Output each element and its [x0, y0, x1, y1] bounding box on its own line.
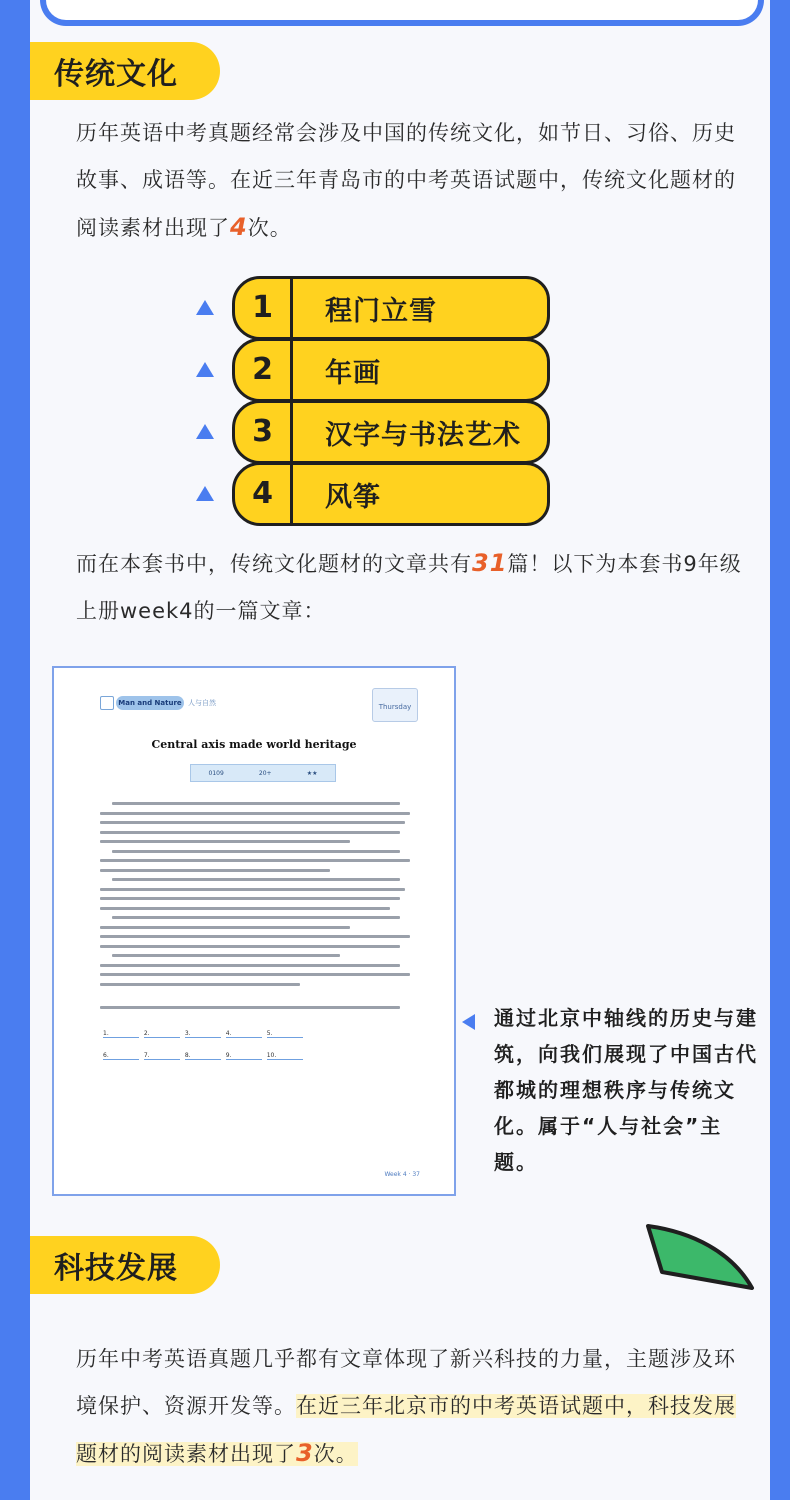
triangle-bullet-icon [196, 300, 214, 315]
book-page-image [52, 666, 456, 1196]
page-number: Week 4 · 37 [384, 1171, 420, 1178]
triangle-bullet-icon [196, 362, 214, 377]
text-line [100, 869, 330, 872]
theme-sub: 人与自然 [188, 699, 216, 707]
section-title-tech-development: 科技发展 [30, 1236, 220, 1294]
text-line [100, 945, 400, 948]
text-line [100, 973, 410, 976]
tech-paragraph: 历年中考英语真题几乎都有文章体现了新兴科技的力量，主题涉及环境保护、资源开发等。在近三年北京市的中考英语试题中，科技发展题材的阅读素材出现了3次。 [76, 1347, 736, 1467]
top-box [40, 0, 764, 26]
calendar-icon: Thursday [372, 688, 418, 722]
topic-card: 2 年画 [232, 338, 550, 402]
topic-card: 3 汉字与书法艺术 [232, 400, 550, 464]
text-line [100, 907, 390, 910]
topic-card: 1 程门立雪 [232, 276, 550, 340]
article-title: Central axis made world heritage [151, 738, 357, 751]
text-line [100, 935, 410, 938]
section-title-traditional-culture: 传统文化 [30, 42, 220, 100]
count-highlight: 3 [296, 1439, 314, 1467]
book-paragraph: 而在本套书中，传统文化题材的文章共有31篇！以下为本套书9年级上册week4的一篇文章： [76, 549, 742, 623]
book-icon [100, 696, 114, 710]
highlight-text: 在近三年北京市的中考英语试题中，科技发展题材的阅读素材出现了3次。 [76, 1394, 736, 1467]
article-meta: 0109 20+ ★★ [190, 764, 336, 782]
text-line [112, 954, 340, 957]
text-line [112, 850, 400, 853]
text-line [112, 878, 400, 881]
intro-paragraph: 历年英语中考真题经常会涉及中国的传统文化，如节日、习俗、历史故事、成语等。在近三年青岛市的中考英语试题中，传统文化题材的阅读素材出现了4次。 [76, 121, 736, 241]
text-line [112, 802, 400, 805]
list-item [192, 462, 582, 526]
pointer-left-icon [462, 1014, 475, 1030]
instruction-line [100, 1006, 400, 1009]
text-line [100, 840, 350, 843]
green-leaf-icon [642, 1222, 762, 1294]
text-line [100, 888, 405, 891]
text-line [100, 812, 410, 815]
text-line [100, 859, 410, 862]
count-highlight: 31 [472, 549, 508, 577]
theme-badge: Man and Nature [116, 696, 184, 710]
text-line [100, 831, 400, 834]
count-highlight: 4 [230, 213, 248, 241]
page [30, 0, 770, 1500]
answer-row: 6. 7. 8. 9. 10. [100, 1052, 303, 1060]
text-line [100, 926, 350, 929]
text-line [100, 964, 400, 967]
list-item [192, 338, 582, 402]
triangle-bullet-icon [196, 424, 214, 439]
text-line [100, 897, 400, 900]
text-line [112, 916, 400, 919]
answer-row: 1. 2. 3. 4. 5. [100, 1030, 303, 1038]
text-line [100, 821, 405, 824]
triangle-bullet-icon [196, 486, 214, 501]
text-line [100, 983, 300, 986]
topic-card: 4 风筝 [232, 462, 550, 526]
list-item [192, 276, 582, 340]
list-item [192, 400, 582, 464]
theme-note: 通过北京中轴线的历史与建筑，向我们展现了中国古代都城的理想秩序与传统文化。属于“人与社会”主题。 [494, 1006, 758, 1174]
